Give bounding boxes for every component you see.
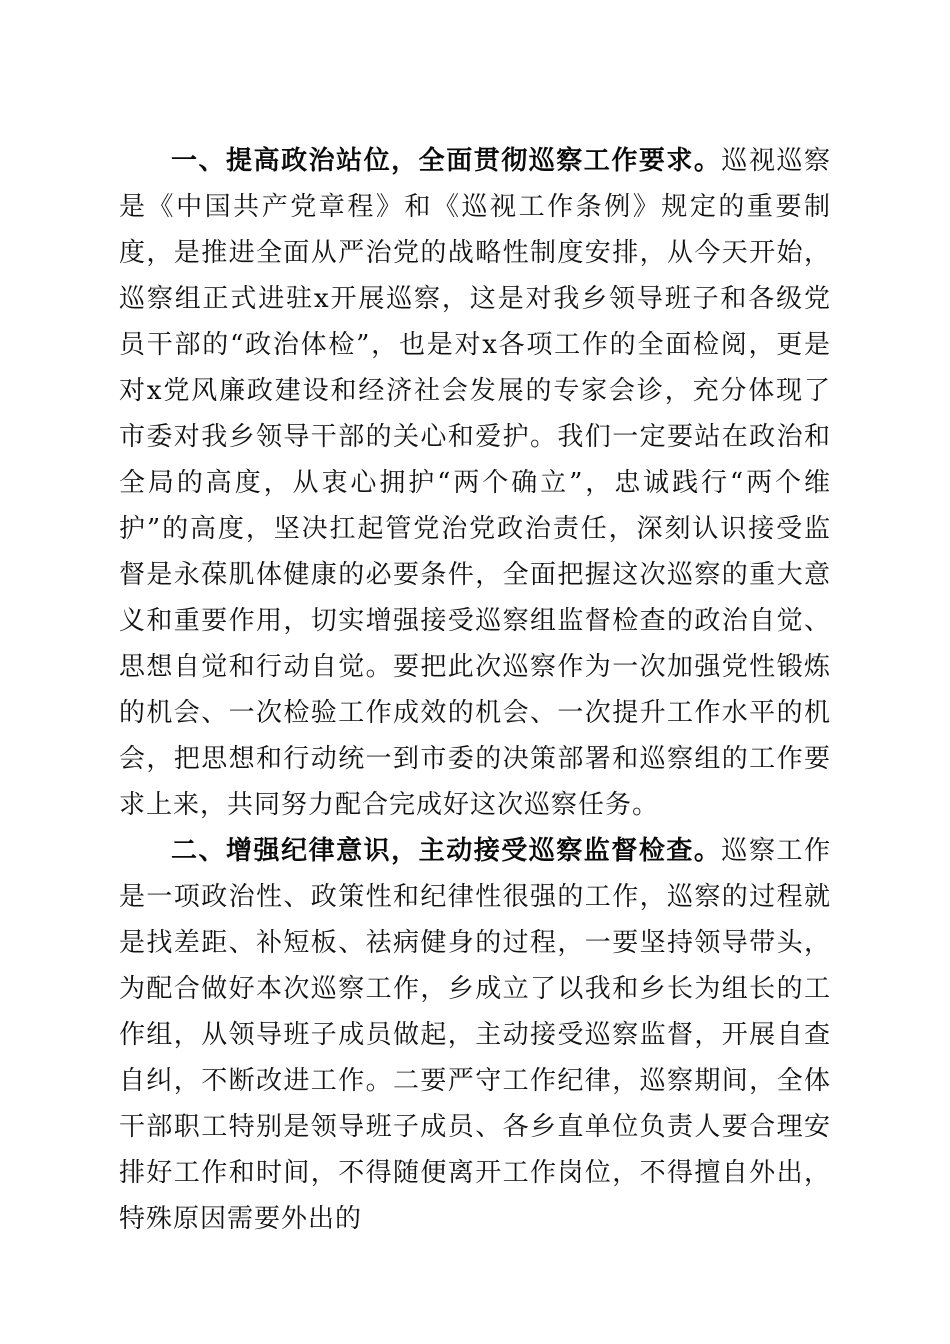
section-one-paragraph — [119, 138, 831, 828]
section-one-heading: 一、提高政治站位，全面贯彻巡察工作要求。 — [171, 146, 722, 176]
section-two-body: 巡察工作是一项政治性、政策性和纪律性很强的工作，巡察的过程就是找差距、补短板、祛病健身的过程，一要坚持领导带头，为配合做好本次巡察工作，乡成立了以我和乡长为组长的工作组，从领导班子成员做起，主动接受巡察监督，开展自查自纠，不断改进工作。二要严守工作纪律，巡察期间，全体干部职工特别是领导班子成员、各乡直单位负责人要合理安排好工作和时间，不得随便离开工作岗位，不得擅自外出，特殊原因需要外出的 — [119, 836, 831, 1234]
document-body — [119, 138, 831, 1242]
section-two-heading: 二、增强纪律意识，主动接受巡察监督检查。 — [171, 836, 722, 866]
section-two-paragraph — [119, 828, 831, 1242]
section-one-body: 巡视巡察是《中国共产党章程》和《巡视工作条例》规定的重要制度，是推进全面从严治党的战略性制度安排，从今天开始，巡察组正式进驻x开展巡察，这是对我乡领导班子和各级党员干部的“政治体检”，也是对x各项工作的全面检阅，更是对x党风廉政建设和经济社会发展的专家会诊，充分体现了市委对我乡领导干部的关心和爱护。我们一定要站在政治和全局的高度，从衷心拥护“两个确立”，忠诚践行“两个维护”的高度，坚决扛起管党治党政治责任，深刻认识接受监督是永葆肌体健康的必要条件，全面把握这次巡察的重大意义和重要作用，切实增强接受巡察组监督检查的政治自觉、思想自觉和行动自觉。要把此次巡察作为一次加强党性锻炼的机会、一次检验工作成效的机会、一次提升工作水平的机会，把思想和行动统一到市委的决策部署和巡察组的工作要求上来，共同努力配合完成好这次巡察任务。 — [119, 146, 831, 820]
